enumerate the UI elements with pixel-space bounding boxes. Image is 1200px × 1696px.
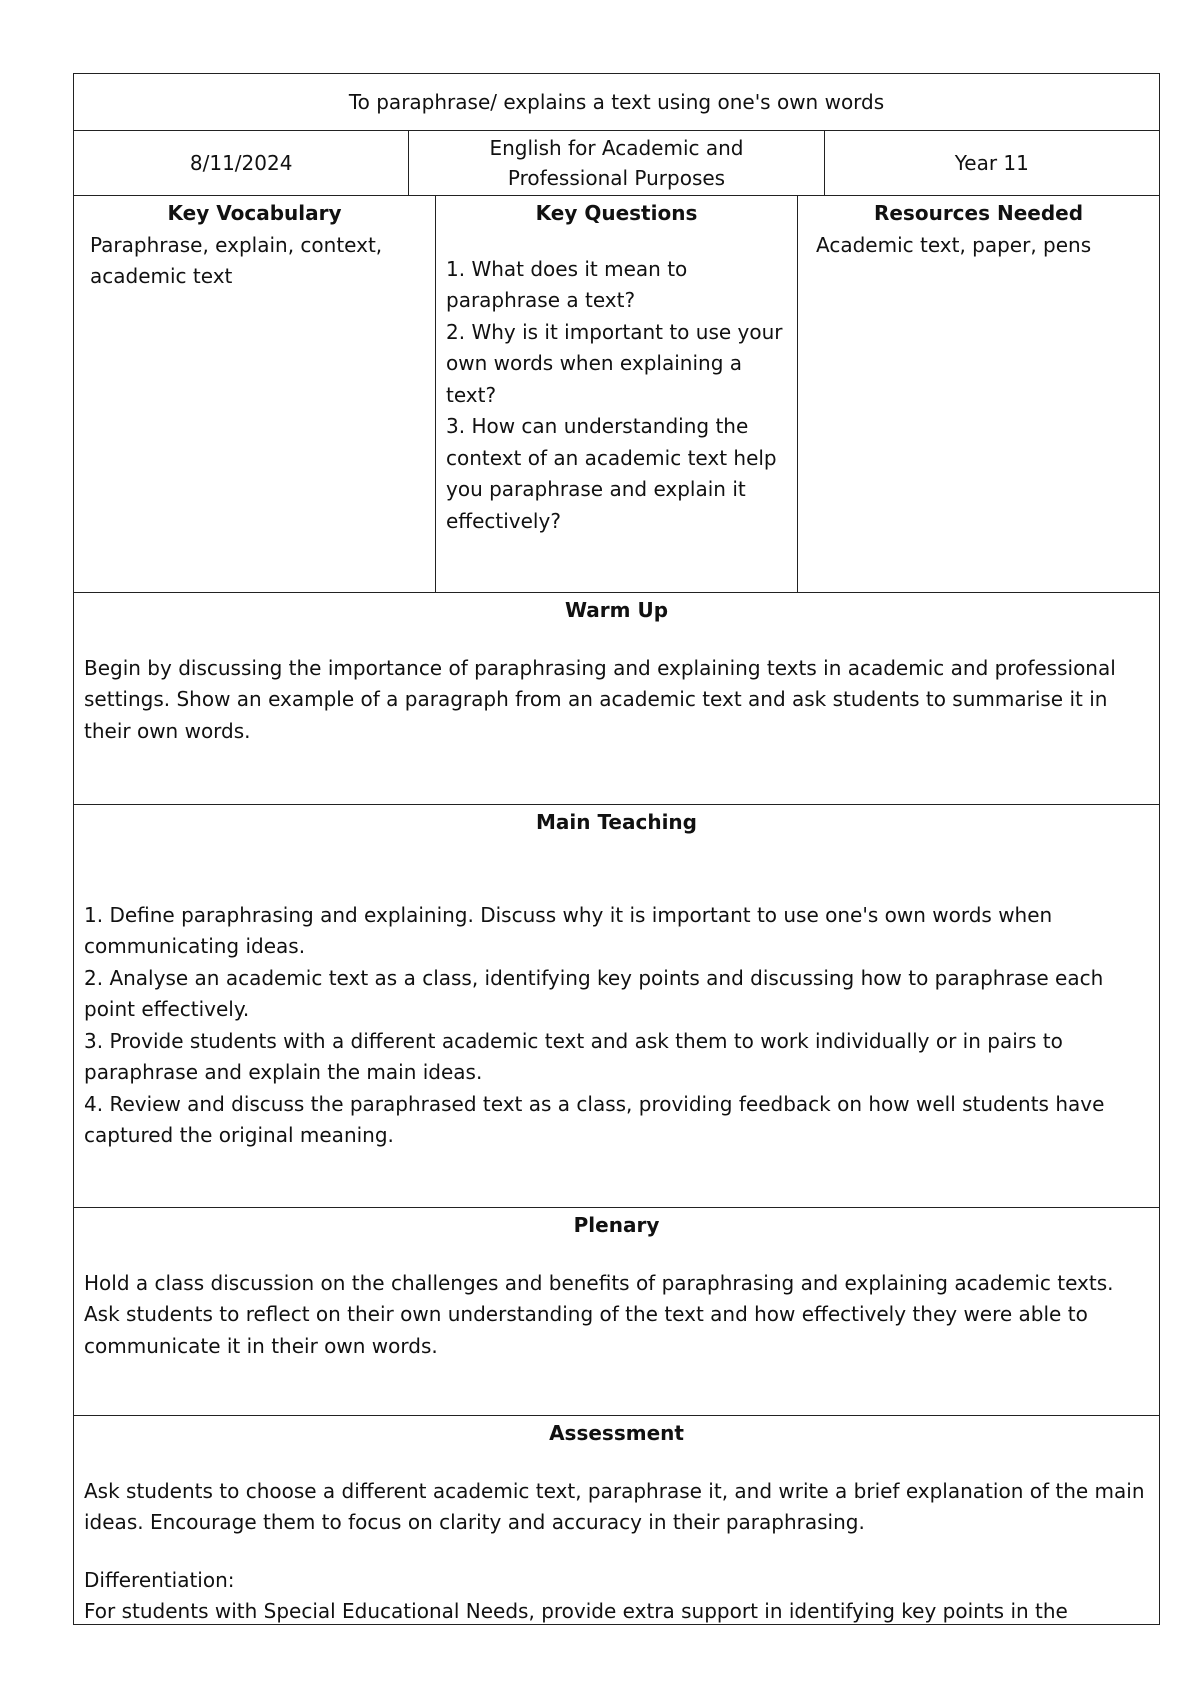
lesson-objective: To paraphrase/ explains a text using one's own words	[348, 90, 885, 114]
meta-row	[74, 131, 1159, 196]
teaching-step: 1. Define paraphrasing and explaining. Discuss why it is important to use one's own words when communicating ideas.	[84, 902, 1053, 958]
subject-cell	[408, 131, 823, 195]
key-vocabulary-cell	[74, 196, 435, 592]
warm-up-section	[74, 593, 1159, 805]
key-questions-heading: Key Questions	[535, 201, 698, 225]
lesson-plan-table	[73, 73, 1160, 1625]
key-vocabulary-heading: Key Vocabulary	[167, 201, 342, 225]
plenary-section	[74, 1208, 1159, 1416]
lesson-subject: English for Academic and Professional Purposes	[489, 136, 744, 190]
date-cell	[74, 131, 408, 195]
key-questions-list	[446, 254, 787, 538]
main-teaching-steps	[84, 900, 1149, 1152]
year-group: Year 11	[954, 151, 1029, 175]
warm-up-heading: Warm Up	[564, 598, 669, 622]
info-row	[74, 196, 1159, 593]
lesson-date: 8/11/2024	[189, 151, 293, 175]
differentiation-text: For students with Special Educational Needs, provide extra support in identifying key points in the	[84, 1599, 1068, 1623]
main-teaching-heading: Main Teaching	[535, 810, 697, 834]
resources-text: Academic text, paper, pens	[816, 232, 1092, 257]
key-question: 3. How can understanding the context of an academic text help you paraphrase and explain it effectively?	[446, 414, 777, 533]
key-question: 2. Why is it important to use your own words when explaining a text?	[446, 319, 783, 407]
plenary-text: Hold a class discussion on the challenges and benefits of paraphrasing and explaining academic texts. Ask students to reflect on their own understanding of the text and how effectively they were able to communicate it in their own words.	[84, 1270, 1114, 1358]
main-teaching-section	[74, 805, 1159, 1208]
teaching-step: 4. Review and discuss the paraphrased text as a class, providing feedback on how well students have captured the original meaning.	[84, 1091, 1105, 1147]
resources-heading: Resources Needed	[873, 201, 1084, 225]
warm-up-text: Begin by discussing the importance of paraphrasing and explaining texts in academic and professional settings. Show an example of a paragraph from an academic text and ask students to summarise it in their own words.	[84, 655, 1116, 743]
teaching-step: 3. Provide students with a different academic text and ask them to work individually or in pairs to paraphrase and explain the main ideas.	[84, 1028, 1063, 1084]
key-questions-cell	[435, 196, 797, 592]
key-vocabulary-text: Paraphrase, explain, context, academic text	[90, 232, 383, 288]
resources-cell	[797, 196, 1159, 592]
differentiation-label: Differentiation:	[84, 1567, 235, 1592]
teaching-step: 2. Analyse an academic text as a class, identifying key points and discussing how to paraphrase each point effectively.	[84, 965, 1104, 1021]
assessment-heading: Assessment	[549, 1421, 684, 1445]
plenary-heading: Plenary	[573, 1213, 660, 1237]
key-question: 1. What does it mean to paraphrase a text?	[446, 256, 688, 312]
assessment-section	[74, 1416, 1159, 1625]
objective-row	[74, 74, 1159, 131]
year-cell	[824, 131, 1159, 195]
assessment-text: Ask students to choose a different academic text, paraphrase it, and write a brief explanation of the main ideas. Encourage them to focus on clarity and accuracy in their paraphrasing.	[84, 1478, 1145, 1534]
